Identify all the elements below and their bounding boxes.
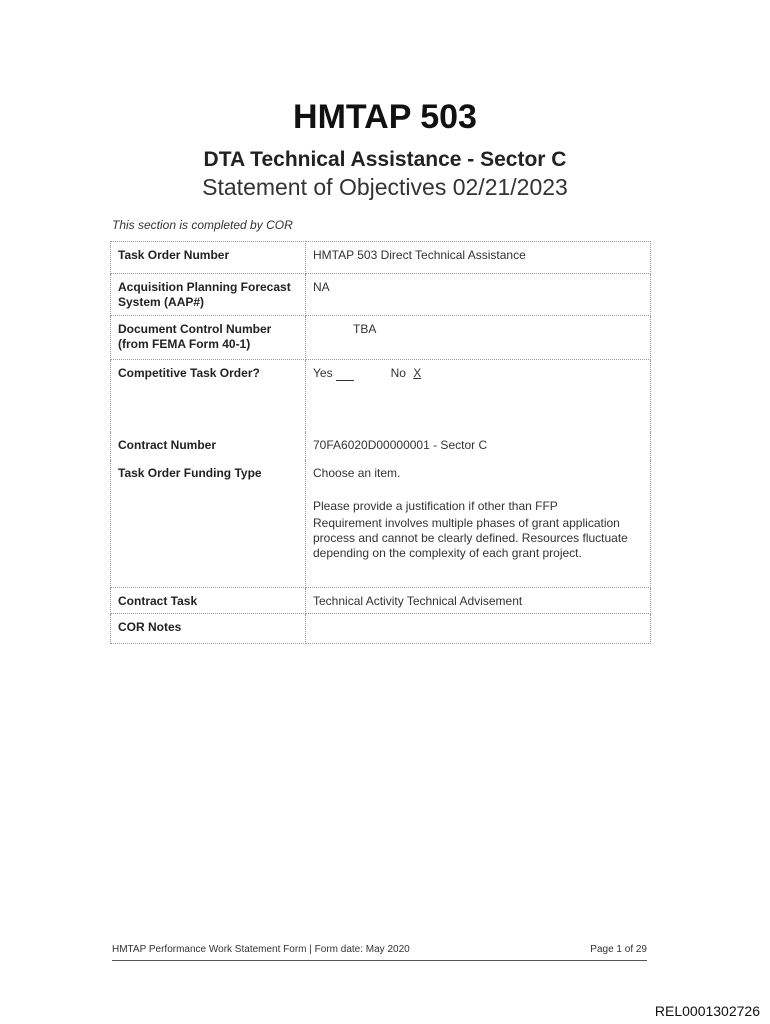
label-document-control: Document Control Number (from FEMA Form 40-1) xyxy=(111,316,306,360)
footer-page-number: Page 1 of 29 xyxy=(590,944,647,955)
label-contract-number: Contract Number xyxy=(111,432,306,460)
value-task-order-number: HMTAP 503 Direct Technical Assistance xyxy=(306,242,651,274)
value-contract-task: Technical Activity Technical Advisement xyxy=(306,588,651,614)
footer-form-info: HMTAP Performance Work Statement Form | Form date: May 2020 xyxy=(112,944,410,955)
page-footer xyxy=(112,944,647,961)
statement-heading: Statement of Objectives 02/21/2023 xyxy=(202,174,568,200)
label-funding-type: Task Order Funding Type xyxy=(111,460,306,588)
row-contract-number xyxy=(111,432,651,460)
yes-blank xyxy=(336,369,354,381)
no-label: No xyxy=(390,366,406,380)
label-aap: Acquisition Planning Forecast System (AAP#) xyxy=(111,274,306,316)
row-task-order-number xyxy=(111,242,651,274)
funding-type-value: Choose an item. xyxy=(313,465,401,480)
doc-control-value: TBA xyxy=(353,322,377,336)
label-task-order-number: Task Order Number xyxy=(111,242,306,274)
value-competitive xyxy=(306,360,651,432)
value-funding-type xyxy=(306,460,651,588)
justification-text: Requirement involves multiple phases of grant application process and cannot be clearly defined. Resources fluctuate depending on the complexity of each grant project. xyxy=(313,515,628,560)
document-subtitle: DTA Technical Assistance - Sector C xyxy=(203,148,567,171)
label-competitive: Competitive Task Order? xyxy=(111,360,306,432)
value-contract-number: 70FA6020D00000001 - Sector C xyxy=(306,432,651,460)
label-cor-notes: COR Notes xyxy=(111,614,306,644)
row-funding-type xyxy=(111,460,651,588)
label-contract-task: Contract Task xyxy=(111,588,306,614)
task-order-form xyxy=(110,241,651,644)
row-document-control xyxy=(111,316,651,360)
value-cor-notes xyxy=(306,614,651,644)
row-contract-task xyxy=(111,588,651,614)
value-aap: NA xyxy=(306,274,651,316)
justification-prompt: Please provide a justification if other than FFP xyxy=(313,498,558,513)
row-cor-notes xyxy=(111,614,651,644)
row-aap xyxy=(111,274,651,316)
document-title: HMTAP 503 xyxy=(293,98,477,136)
no-selection: X xyxy=(413,366,422,380)
bates-number: REL0001302726 xyxy=(654,1003,760,1019)
row-competitive xyxy=(111,360,651,432)
yes-label: Yes xyxy=(313,366,333,380)
section-intro: This section is completed by COR xyxy=(112,218,293,232)
value-document-control xyxy=(306,316,651,360)
